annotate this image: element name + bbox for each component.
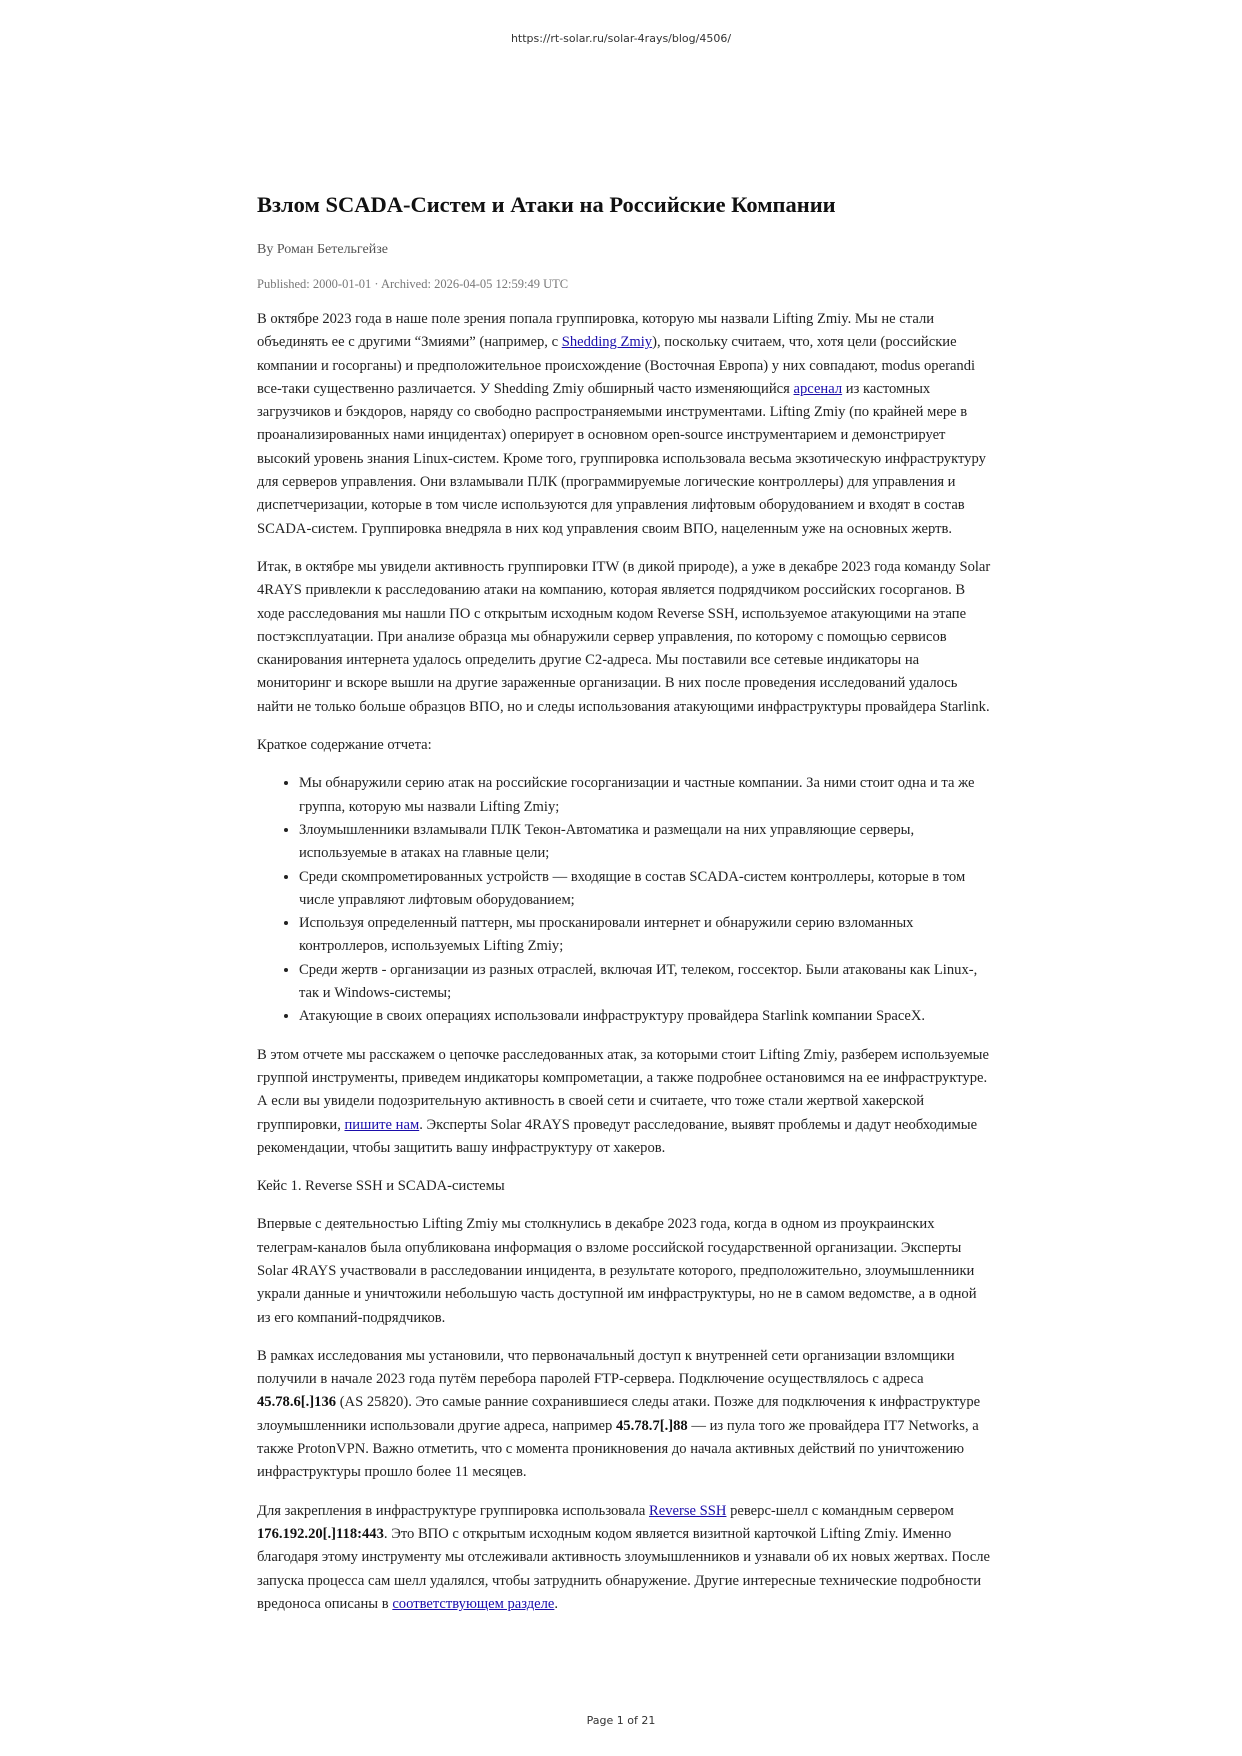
page-number: Page 1 of 21 (586, 1714, 656, 1727)
case1-heading: Кейс 1. Reverse SSH и SCADA-системы (257, 1178, 505, 1195)
link-reverse-ssh[interactable]: Reverse SSH (649, 1502, 727, 1519)
text: (AS 25820). Это самые ранние сохранившиеся следы атаки. Позже для подключения к инфраструктуре злоумышленники использовали другие адреса, например (257, 1394, 981, 1434)
text: реверс-шелл с командным сервером (726, 1502, 954, 1519)
text: . Эксперты Solar 4RAYS проведут расследование, выявят проблемы и дадут необходимые рекомендации, чтобы защитить вашу инфраструктуру от хакеров. (257, 1116, 978, 1156)
page-url: https://rt-solar.ru/solar-4rays/blog/4506/ (510, 32, 732, 45)
paragraph-case1-intro: Впервые с деятельностью Lifting Zmiy мы столкнулись в декабре 2023 года, когда в одном из проукраинских телеграм-каналов была опубликована информация о взломе российской государственной организации. Эксперты Solar 4RAYS участвовали в расследовании инцидента, в результате которого, предположительно, злоумышленники украли данные и уничтожили небольшую часть доступной им инфраструктуры, но не в самом ведомстве, а в одной из его компаний-подрядчиков. (257, 1216, 977, 1326)
link-relevant-section[interactable]: соответствующем разделе (392, 1595, 555, 1612)
list-item: • Используя определенный паттерн, мы просканировали интернет и обнаружили серию взломанных контроллеров, используемых Lifting Zmiy; (299, 912, 992, 959)
text: В этом отчете мы расскажем о цепочке расследованных атак, за которыми стоит Lifting Zmiy, разберем используемые группой инструменты, приведем индикаторы компрометации, а также подробнее остановимся на ее инфраструктуре. А если вы увидели подозрительную активность в своей сети и считаете, что тоже стали жертвой хакерской группировки, (257, 1046, 989, 1133)
ioc-ip: 45.78.6[.]136 (257, 1394, 337, 1411)
paragraph-initial-access (257, 1345, 992, 1485)
ioc-c2-address: 176.192.20[.]118:443 (257, 1525, 384, 1542)
text: — из пула того же провайдера IT7 Networks, а также ProtonVPN. Важно отметить, что с момента проникновения до начала активных действий по уничтожению инфраструктуры прошло более 11 месяцев. (257, 1417, 979, 1481)
paragraph-investigation: Итак, в октябре мы увидели активность группировки ITW (в дикой природе), а уже в декабре 2023 года команду Solar 4RAYS привлекли к расследованию атаки на компанию, которая является подрядчиком российских госорганов. В ходе расследования мы нашли ПО с открытым исходным кодом Reverse SSH, используемое атакующими на этапе постэксплуатации. При анализе образца мы обнаружили сервер управления, по которому с помощью сервисов сканирования интернета удалось определить другие C2-адреса. Мы поставили все сетевые индикаторы на мониторинг и вскоре вышли на другие зараженные организации. В них после проведения исследований удалось найти не только больше образцов ВПО, но и следы использования атакующими инфраструктуры провайдера Starlink. (257, 558, 991, 715)
text: . (554, 1595, 559, 1612)
text: В октябре 2023 года в наше поле зрения попала группировка, которую мы назвали Lifting Zmiy. Мы не стали объединять ее с другими “Змиями” (например, с (257, 311, 935, 351)
list-item: • Атакующие в своих операциях использовали инфраструктуру провайдера Starlink компании SpaceX. (299, 1005, 992, 1028)
paragraph-persistence (257, 1500, 992, 1616)
list-item: • Мы обнаружили серию атак на российские госорганизации и частные компании. За ними стоит одна и та же группа, которую мы назвали Lifting Zmiy; (299, 772, 992, 819)
paragraph-intro (257, 308, 992, 541)
text: . Это ВПО с открытым исходным кодом является визитной карточкой Lifting Zmiy. Именно благодаря этому инструменту мы отслеживали активность злоумышленников и узнавали об их новых жертвах. После запуска процесса сам шелл удалялся, чтобы затруднить обнаружение. Другие интересные технические подробности вредоноса описаны в (257, 1525, 990, 1612)
text: Для закрепления в инфраструктуре группировка использовала (257, 1502, 650, 1519)
list-item: • Среди скомпрометированных устройств — входящие в состав SCADA-систем контроллеры, которые в том числе управляют лифтовым оборудованием; (299, 866, 992, 913)
paragraph-report-overview (257, 1044, 992, 1160)
text: ), поскольку считаем, что, хотя цели (российские компании и госорганы) и предположительное происхождение (Восточная Европа) у них совпадают, modus operandi все-таки существенно различается. У Shedding Zmiy обширный часто изменяющийся (257, 334, 976, 397)
article (257, 190, 992, 1631)
publish-meta: Published: 2000-01-01 · Archived: 2026-04-05 12:59:49 UTC (257, 277, 569, 291)
ioc-ip: 45.78.7[.]88 (615, 1417, 688, 1434)
list-item: • Среди жертв - организации из разных отраслей, включая ИТ, телеком, госсектор. Были атакованы как Linux-, так и Windows-системы; (299, 959, 992, 1006)
author-byline: By Роман Бетельгейзе (257, 242, 388, 257)
summary-label: Краткое содержание отчета: (257, 737, 432, 754)
article-title: Взлом SCADA-Систем и Атаки на Российские Компании (257, 192, 836, 217)
link-contact-us[interactable]: пишите нам (344, 1116, 420, 1133)
list-item: • Злоумышленники взламывали ПЛК Текон-Автоматика и размещали на них управляющие серверы, используемые в атаках на главные цели; (299, 819, 992, 866)
link-shedding-zmiy[interactable]: Shedding Zmiy (561, 334, 653, 351)
summary-list (257, 772, 992, 1028)
link-arsenal[interactable]: арсенал (793, 380, 843, 397)
text: В рамках исследования мы установили, что первоначальный доступ к внутренней сети организации взломщики получили в начале 2023 года путём перебора паролей FTP-сервера. Подключение осуществлялось с адреса (257, 1347, 955, 1388)
text: из кастомных загрузчиков и бэкдоров, наряду со свободно распространяемыми инструментами. Lifting Zmiy (по крайней мере в проанализированных нами инцидентах) оперирует в основном open-source инструментарием и демонстрирует высокий уровень знания Linux-систем. Кроме того, группировка использовала весьма экзотическую инфраструктуру для серверов управления. Они взламывали ПЛК (программируемые логические контроллеры) для управления и диспетчеризации, которые в том числе используются для управления лифтовым оборудованием и входят в состав SCADA-систем. Группировка внедряла в них код управления своим ВПО, нацеленным уже на основных жертв. (257, 380, 986, 537)
